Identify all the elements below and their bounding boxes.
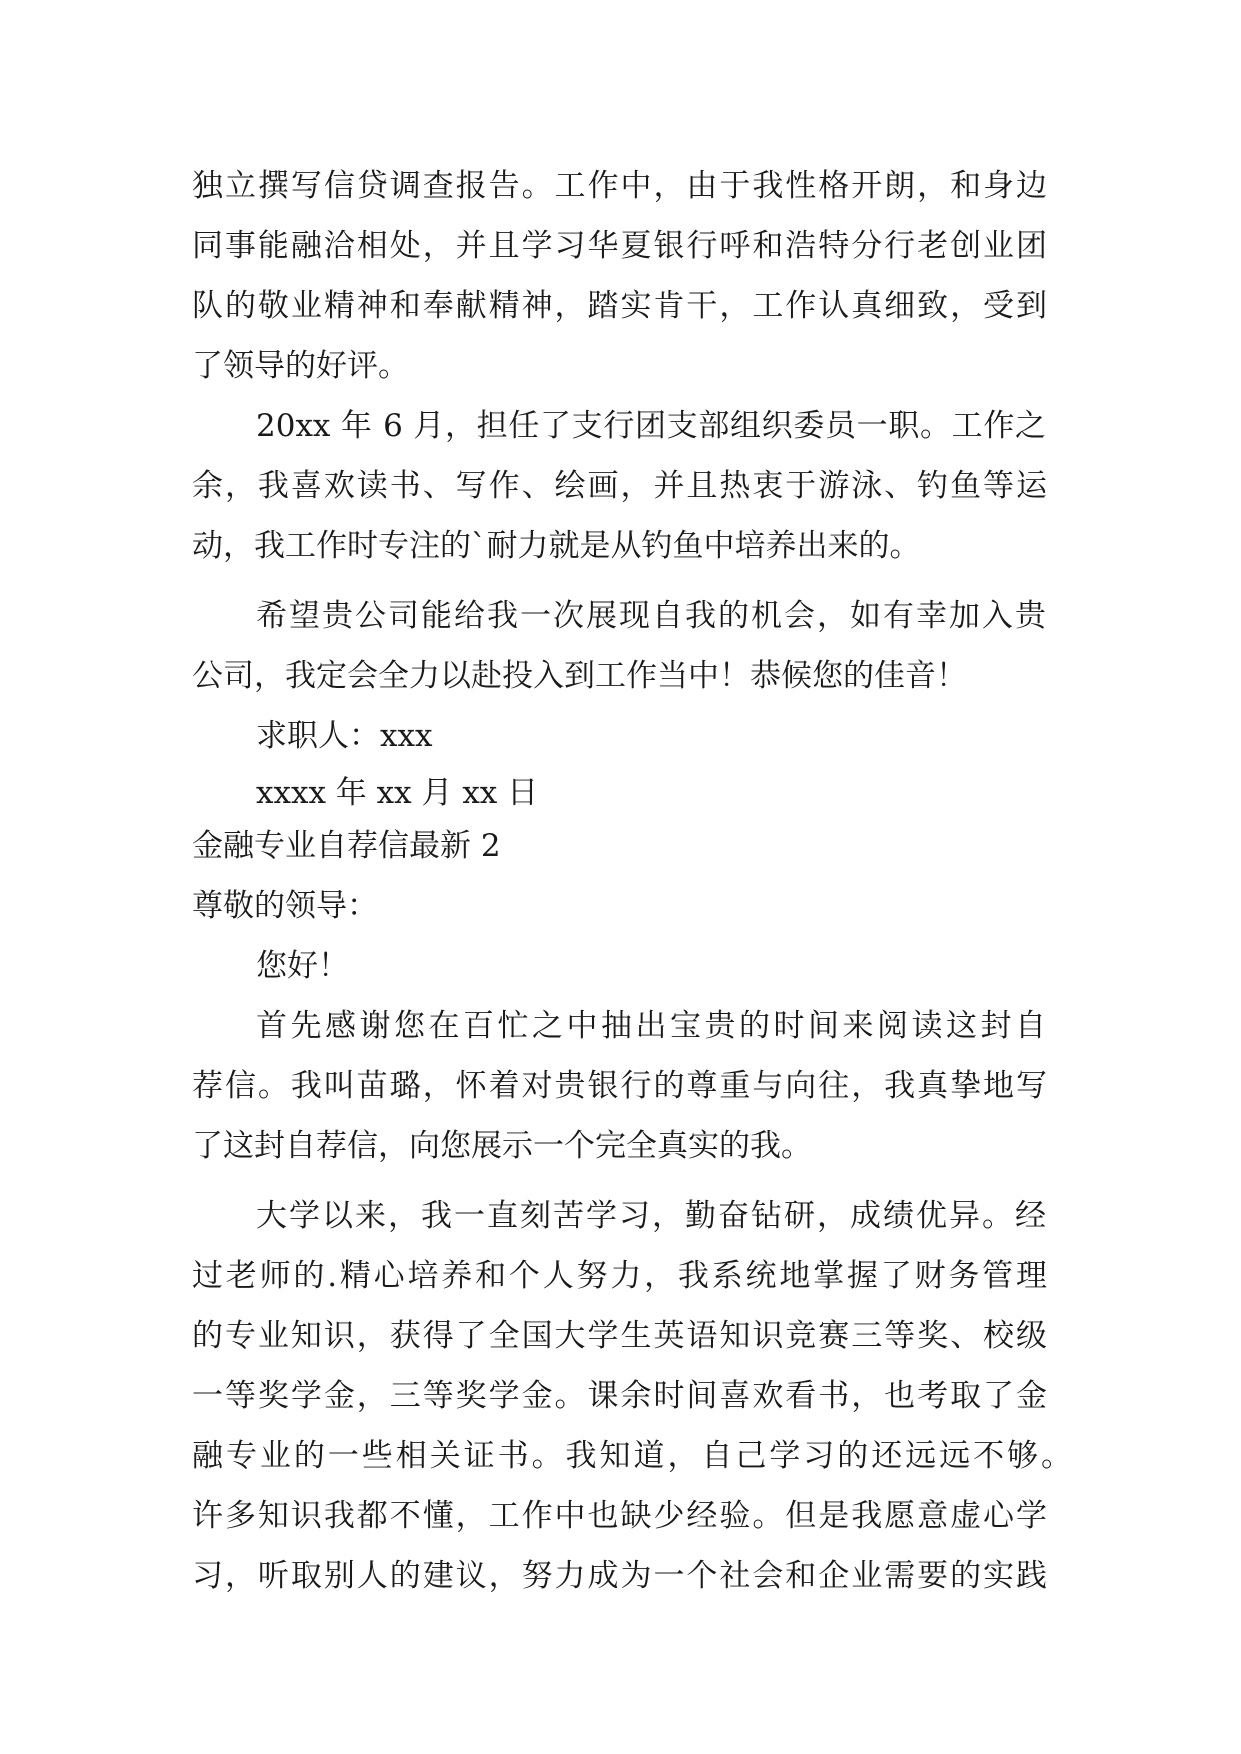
- text-line: 20xx 年 6 月，担任了支行团支部组织委员一职。工作之: [256, 408, 1046, 444]
- text-line: 一等奖学金，三等奖学金。课余时间喜欢看书，也考取了金: [192, 1378, 1047, 1414]
- signature-name: 求职人：xxx: [256, 718, 433, 754]
- text-line: 首先感谢您在百忙之中抽出宝贵的时间来阅读这封自: [256, 1008, 1046, 1044]
- text-line: 余，我喜欢读书、写作、绘画，并且热衷于游泳、钓鱼等运: [192, 468, 1047, 504]
- text-line: 习，听取别人的建议，努力成为一个社会和企业需要的实践: [192, 1558, 1047, 1594]
- text-line: 的专业知识，获得了全国大学生英语知识竞赛三等奖、校级: [192, 1318, 1047, 1354]
- salutation: 尊敬的领导：: [192, 888, 378, 924]
- text-line: 队的敬业精神和奉献精神，踏实肯干，工作认真细致，受到: [192, 288, 1047, 324]
- section-heading: 金融专业自荐信最新 2: [192, 828, 501, 864]
- text-line: 了这封自荐信，向您展示一个完全真实的我。: [192, 1128, 812, 1164]
- text-line: 许多知识我都不懂，工作中也缺少经验。但是我愿意虚心学: [192, 1498, 1047, 1534]
- text-line: 希望贵公司能给我一次展现自我的机会，如有幸加入贵: [256, 598, 1046, 634]
- text-line: 独立撰写信贷调查报告。工作中，由于我性格开朗，和身边: [192, 168, 1047, 204]
- text-line: 过老师的.精心培养和个人努力，我系统地掌握了财务管理: [192, 1258, 1047, 1294]
- text-line: 荐信。我叫苗璐，怀着对贵银行的尊重与向往，我真挚地写: [192, 1068, 1047, 1104]
- text-line: 同事能融洽相处，并且学习华夏银行呼和浩特分行老创业团: [192, 228, 1047, 264]
- text-line: 大学以来，我一直刻苦学习，勤奋钻研，成绩优异。经: [256, 1198, 1046, 1234]
- greeting: 您好！: [256, 948, 349, 984]
- text-line: 融专业的一些相关证书。我知道，自己学习的还远远不够。: [192, 1438, 1072, 1474]
- signature-date: xxxx 年 xx 月 xx 日: [256, 775, 539, 811]
- text-line: 公司，我定会全力以赴投入到工作当中！恭候您的佳音！: [192, 658, 967, 694]
- text-line: 动，我工作时专注的`耐力就是从钓鱼中培养出来的。: [192, 528, 921, 564]
- text-line: 了领导的好评。: [192, 348, 409, 384]
